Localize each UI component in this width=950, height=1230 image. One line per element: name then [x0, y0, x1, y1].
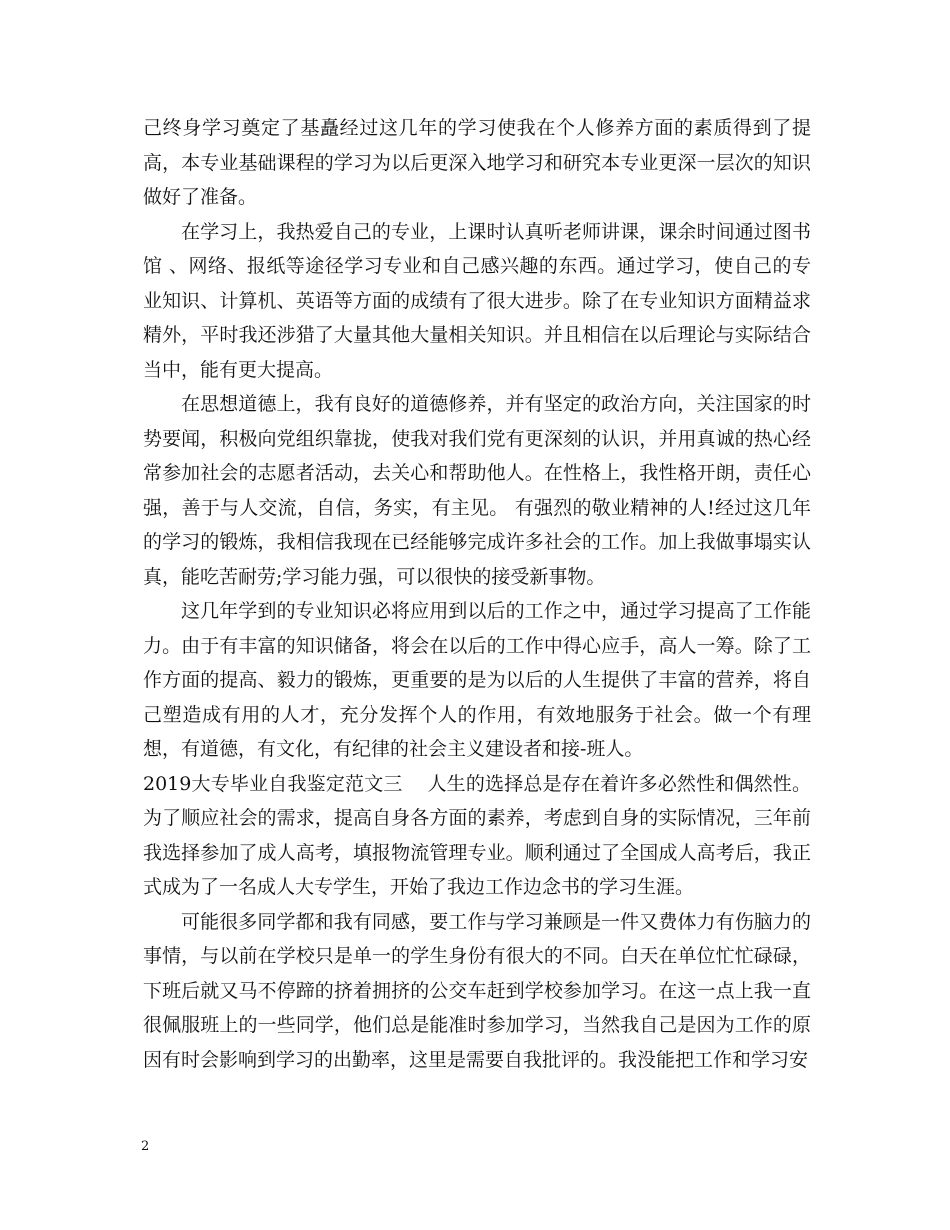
paragraph-5: 2019大专毕业自我鉴定范文三 人生的选择总是存在着许多必然性和偶然性。为了顺应社会的需求，提高自身各方面的素养，考虑到自身的实际情况，三年前我选择参加了成人高考，填报物流管理专业。顺利通过了全国成人高考后，我正式成为了一名成人大专学生，开始了我边工作边念书的学习生涯。	[143, 772, 811, 898]
paragraph-6: 可能很多同学都和我有同感，要工作与学习兼顾是一件又费体力有伤脑力的事情，与以前在学校只是单一的学生身份有很大的不同。白天在单位忙忙碌碌，下班后就又马不停蹄的挤着拥挤的公交车赶到学校参加学习。在这一点上我一直很佩服班上的一些同学，他们总是能准时参加学习，当然我自己是因为工作的原因有时会影响到学习的出勤率，这里是需要自我批评的。我没能把工作和学习安	[143, 910, 811, 1071]
page-number: 2	[141, 1139, 150, 1154]
paragraph-4: 这几年学到的专业知识必将应用到以后的工作之中，通过学习提高了工作能力。由于有丰富的知识储备，将会在以后的工作中得心应手，高人一筹。除了工作方面的提高、毅力的锻炼，更重要的是为以后的人生提供了丰富的营养，将自己塑造成有用的人才，充分发挥个人的作用，有效地服务于社会。做一个有理想，有道德，有文化，有纪律的社会主义建设者和接-班人。	[143, 600, 811, 760]
paragraph-1: 己终身学习奠定了基矗经过这几年的学习使我在个人修养方面的素质得到了提高，本专业基础课程的学习为以后更深入地学习和研究本专业更深一层次的知识做好了准备。	[143, 117, 811, 208]
paragraph-3: 在思想道德上，我有良好的道德修养，并有坚定的政治方向，关注国家的时势要闻，积极向党组织靠拢，使我对我们党有更深刻的认识，并用真诚的热心经常参加社会的志愿者活动，去关心和帮助他人。在性格上，我性格开朗，责任心强，善于与人交流，自信，务实，有主见。 有强烈的敬业精神的人!经过这几年的学习的锻炼，我相信我现在已经能够完成许多社会的工作。加上我做事塌实认真，能吃苦耐劳;学习能力强，可以很快的接受新事物。	[143, 393, 811, 588]
paragraph-2: 在学习上，我热爱自己的专业，上课时认真听老师讲课，课余时间通过图书馆 、网络、报纸等途径学习专业和自己感兴趣的东西。通过学习，使自己的专业知识、计算机、英语等方面的成绩有了很大进步。除了在专业知识方面精益求精外，平时我还涉猎了大量其他大量相关知识。并且相信在以后理论与实际结合当中，能有更大提高。	[143, 220, 811, 381]
document-body	[143, 111, 811, 1077]
